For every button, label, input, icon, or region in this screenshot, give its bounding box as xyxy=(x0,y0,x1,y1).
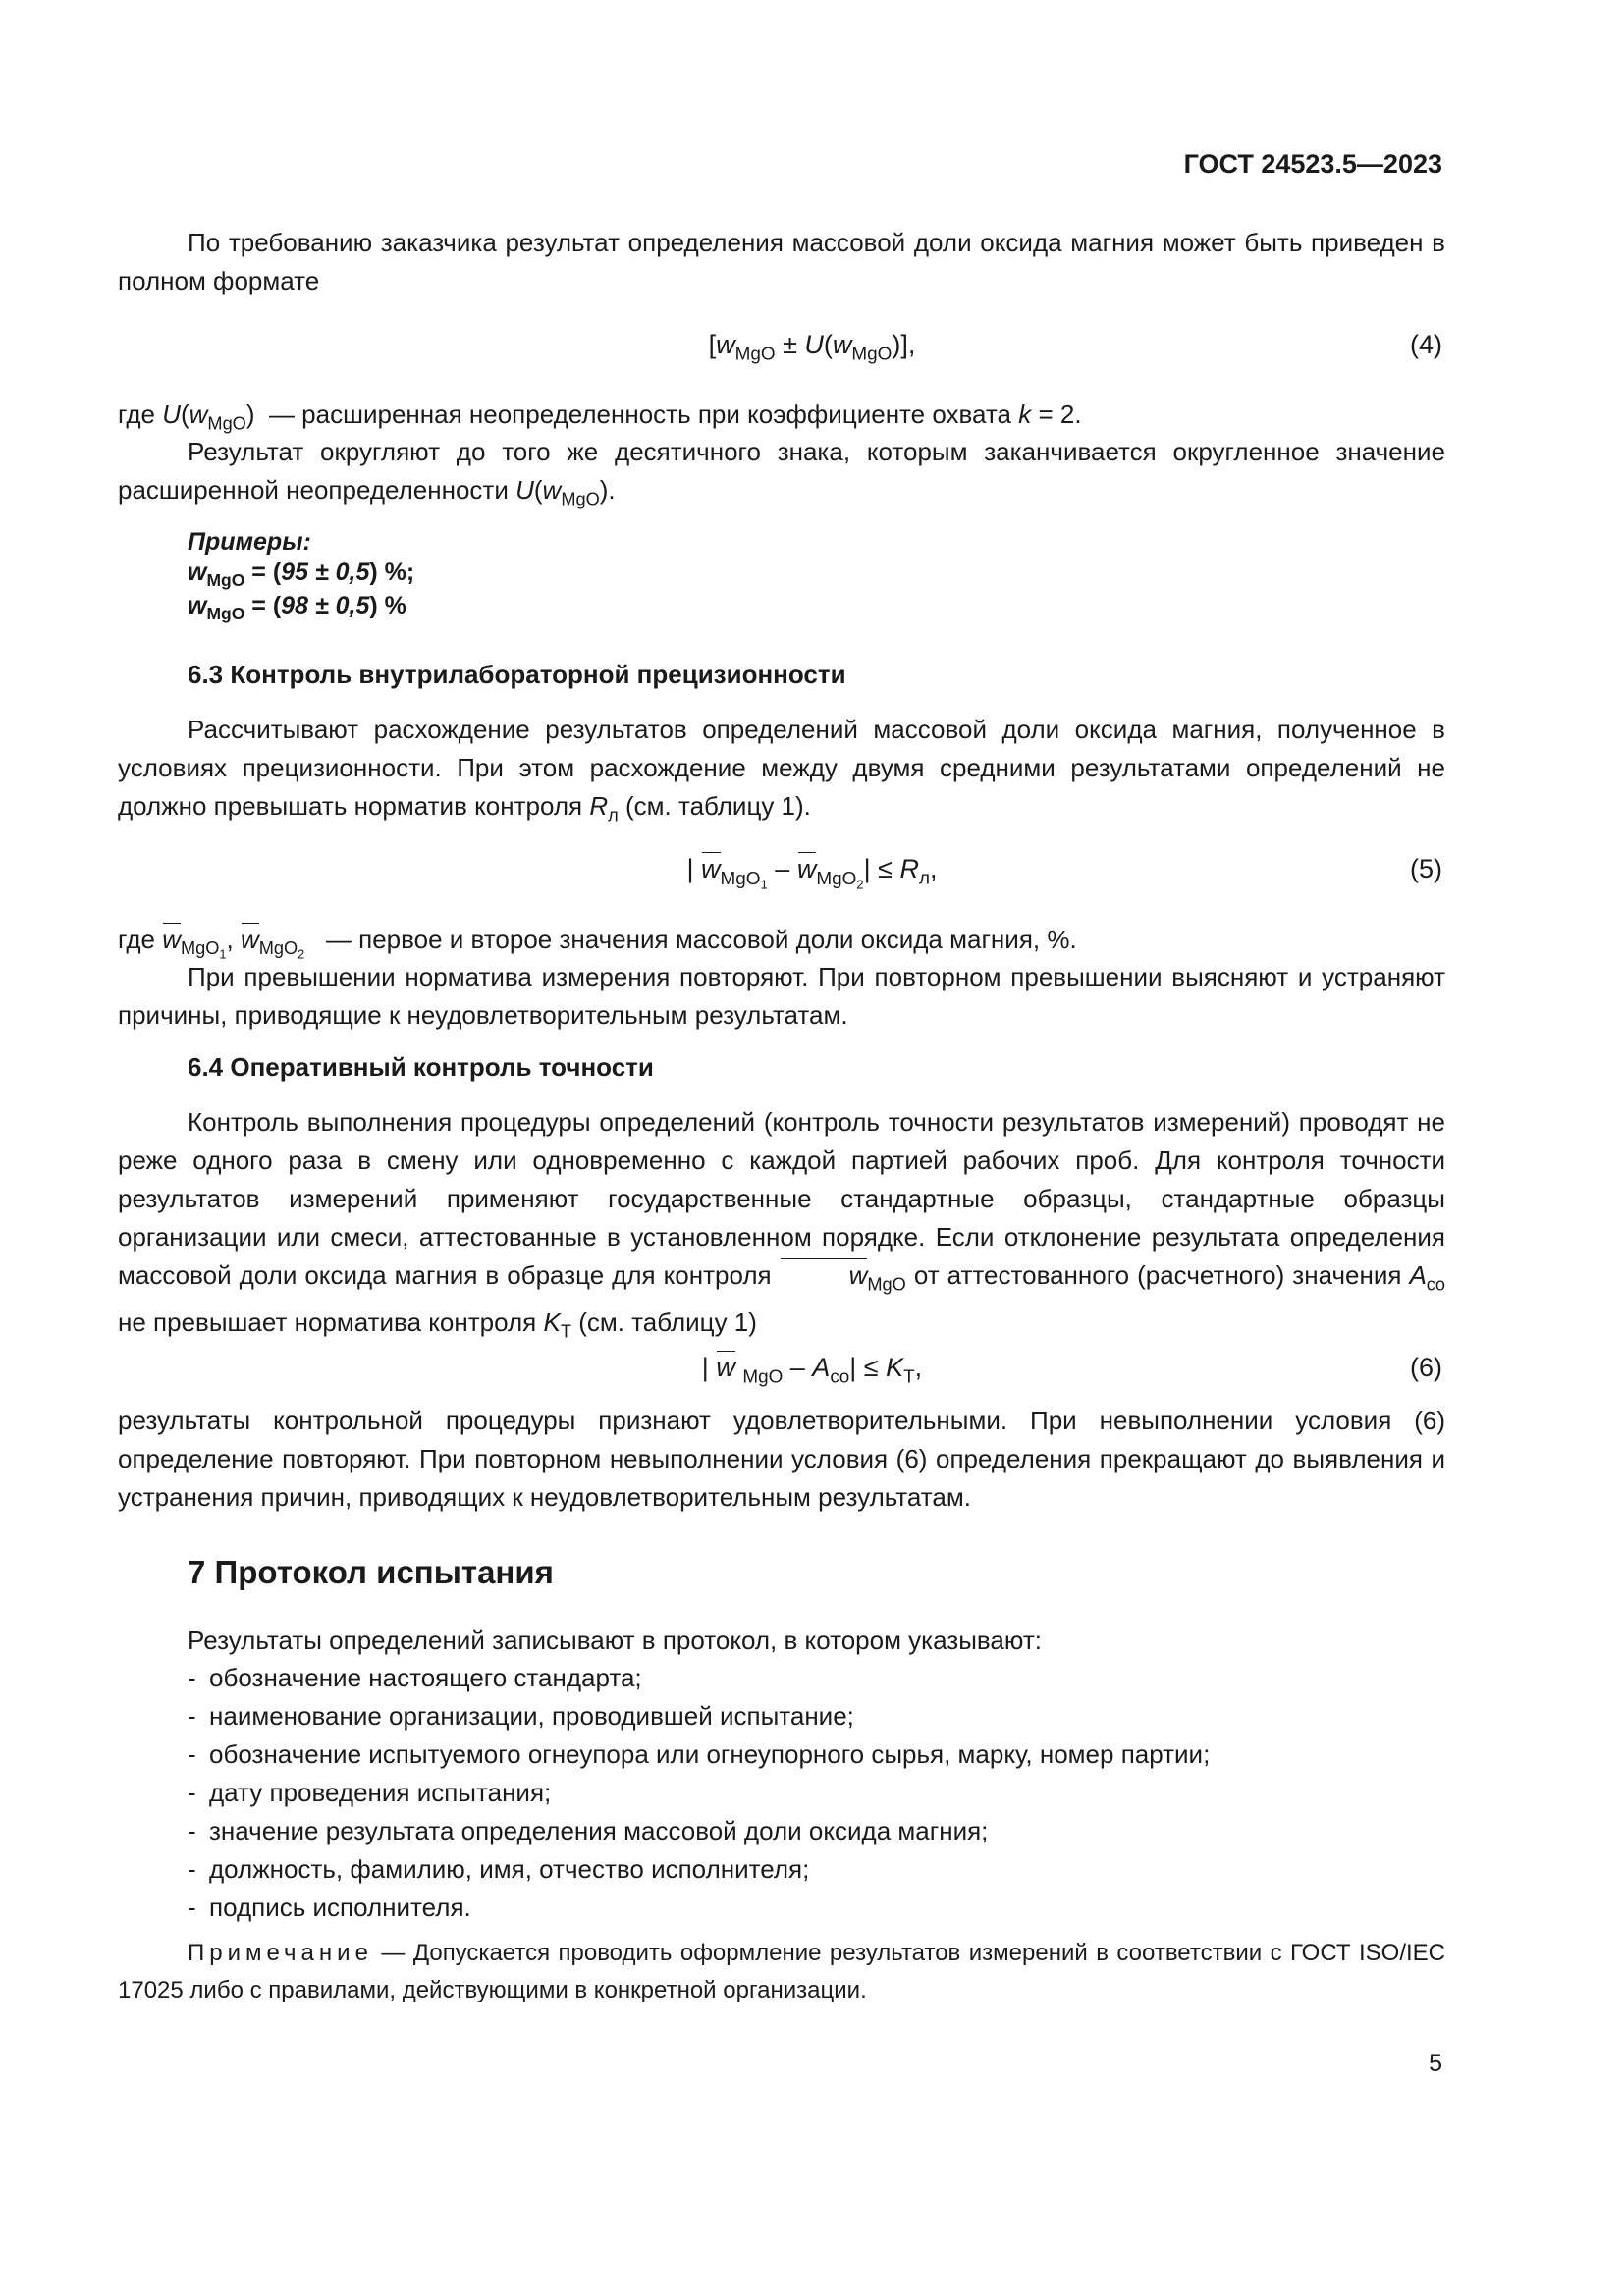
where-5-text: — первое и второе значения массовой доли оксида магния, %. xyxy=(325,925,1077,954)
where-4-text: — расширенная неопределенность при коэффициенте охвата xyxy=(268,400,1012,429)
precision-suffix: (см. таблицу 1). xyxy=(624,791,811,821)
precision-text: Рассчитывают расхождение результатов определений массовой доли оксида магния, полученное в условиях прецизионности. При этом расхождение между двумя средними результатами определений не должно превышать норматив контроля xyxy=(118,715,1445,821)
accuracy-text-b: от аттестованного (расчетного) значения xyxy=(913,1260,1402,1290)
standard-code: ГОСТ 24523.5—2023 xyxy=(1183,149,1442,179)
formula-4: $[w_{MgO} \pm U(w_{MgO})]$, xyxy=(708,330,916,365)
list-item-text: дату проведения испытания; xyxy=(209,1778,552,1807)
list-item-text: обозначение испытуемого огнеупора или огнеупорного сырья, марку, номер партии; xyxy=(209,1739,1211,1769)
where-4-definition: где $U(w_{MgO})$ — расширенная неопределенность при коэффициенте охвата k = 2. xyxy=(118,400,1082,434)
formula-6-number: (6) xyxy=(1410,1353,1442,1382)
list-item: - должность, фамилию, имя, отчество исполнителя; xyxy=(188,1850,1464,1889)
protocol-note xyxy=(118,1935,1445,2009)
page-number: 5 xyxy=(1429,2050,1442,2077)
example-2-value: 98 ± 0,5 xyxy=(281,592,370,619)
list-item: - подпись исполнителя. xyxy=(188,1889,1464,1927)
protocol-list xyxy=(188,1659,1464,1927)
paragraph-control-result: результаты контрольной процедуры признают удовлетворительными. При невыполнении условия (6) определение повторяют. При повторном невыполнении условия (6) определения прекращают до выявления и устранения причин, приводящих к неудовлетворительным результатам. xyxy=(118,1406,1445,1512)
example-2-suffix: ) % xyxy=(369,592,406,619)
example-1-suffix: ) %; xyxy=(369,559,415,586)
paragraph-accuracy-control: Контроль выполнения процедуры определений (контроль точности результатов измерений) проводят не реже одного раза в смену или одновременно с каждой партией рабочих проб. Для контроля точности результатов измерений применяют государственные стандартные образцы, стандартные образцы организации или смеси, аттестованные в установленном порядке. Если отклонение результата определения массовой доли оксида магния в образце для контроля $w_{MgO}$ от аттестованного (расчетного) значения $A_{co}$ не превышает норматива контроля $K_T$ (см. таблицу 1) xyxy=(118,1107,1446,1342)
where-5-prefix: где xyxy=(118,925,155,954)
heading-6-3: 6.3 Контроль внутрилабораторной прецизионности xyxy=(188,660,846,689)
note-label: Примечание xyxy=(188,1940,373,1966)
list-item-text: должность, фамилию, имя, отчество исполнителя; xyxy=(209,1854,810,1884)
examples-title: Примеры: xyxy=(188,528,311,556)
example-2: $w_{MgO} = (98 \pm 0,5)$ % xyxy=(188,592,406,624)
where-4-prefix: где xyxy=(118,400,155,429)
where-5-definition: где $w_{MgO_1}$, $w_{MgO_2}$ — первое и второе значения массовой доли оксида магния, %. xyxy=(118,921,1445,974)
list-item: - значение результата определения массовой доли оксида магния; xyxy=(188,1812,1464,1850)
formula-5-number: (5) xyxy=(1410,854,1442,883)
list-item-text: наименование организации, проводившей испытание; xyxy=(209,1701,854,1731)
list-item-text: подпись исполнителя. xyxy=(209,1893,471,1922)
paragraph-precision: Рассчитывают расхождение результатов определений массовой доли оксида магния, полученное в условиях прецизионности. При этом расхождение между двумя средними результатами определений не должно превышать норматив контроля $R_л$ (см. таблицу 1). xyxy=(118,715,1445,826)
paragraph-full-format: По требованию заказчика результат определения массовой доли оксида магния может быть приведен в полном формате xyxy=(118,228,1445,295)
accuracy-text-a: Контроль выполнения процедуры определений (контроль точности результатов измерений) проводят не реже одного раза в смену или одновременно с каждой партией рабочих проб. Для контроля точности результатов измерений применяют государственные стандартные образцы, стандартные образцы организации или смеси, аттестованные в установленном порядке. Если отклонение результата определения массовой доли оксида магния в образце для контроля xyxy=(118,1107,1445,1290)
example-1-value: 95 ± 0,5 xyxy=(281,559,370,586)
protocol-intro: Результаты определений записывают в протокол, в котором указывают: xyxy=(188,1626,1042,1655)
heading-7: 7 Протокол испытания xyxy=(188,1554,554,1590)
list-item: - наименование организации, проводившей испытание; xyxy=(188,1697,1464,1735)
note-text: — Допускается проводить оформление результатов измерений в соответствии с ГОСТ ISO/IEC 17025 либо с правилами, действующими в конкретной организации. xyxy=(118,1940,1445,2003)
list-item-text: обозначение настоящего стандарта; xyxy=(209,1663,642,1692)
paragraph-repeat: При превышении норматива измерения повторяют. При повторном превышении выясняют и устраняют причины, приводящие к неудовлетворительным результатам. xyxy=(118,962,1445,1030)
formula-4-number: (4) xyxy=(1410,330,1442,359)
list-item: - обозначение испытуемого огнеупора или огнеупорного сырья, марку, номер партии; xyxy=(188,1735,1464,1774)
example-1: $w_{MgO} = (95 \pm 0,5)$ %; xyxy=(188,559,415,591)
heading-6-4: 6.4 Оперативный контроль точности xyxy=(188,1052,654,1082)
list-item: - дату проведения испытания; xyxy=(188,1774,1464,1812)
where-4-k: = 2. xyxy=(1038,400,1082,429)
formula-6: | w $_{MgO} - A_{co}| \le K_T$, xyxy=(0,1349,1624,1397)
list-item: - обозначение настоящего стандарта; xyxy=(188,1659,1464,1697)
formula-5: | $w_{MgO_1} - w_{MgO_2}| \le R_л$, xyxy=(0,850,1624,903)
list-item-text: значение результата определения массовой доли оксида магния; xyxy=(209,1816,989,1845)
accuracy-text-d: (см. таблицу 1) xyxy=(578,1308,757,1338)
rounding-text: Результат округляют до того же десятичного знака, которым заканчивается округленное значение расширенной неопределенности xyxy=(118,437,1445,505)
accuracy-text-c: не превышает норматива контроля xyxy=(118,1308,537,1338)
paragraph-rounding: Результат округляют до того же десятичного знака, которым заканчивается округленное значение расширенной неопределенности $U(w_{MgO})$. xyxy=(118,437,1445,509)
